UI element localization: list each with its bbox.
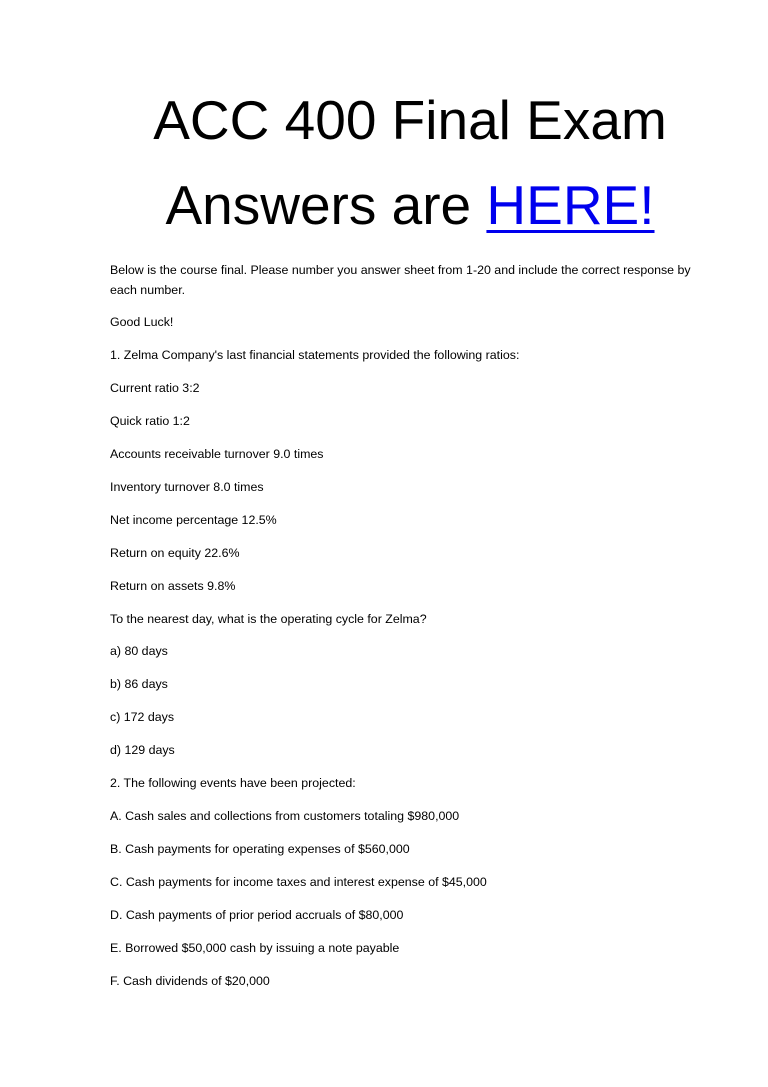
title-line-1: ACC 400 Final Exam (153, 89, 667, 151)
question-1-fact: Inventory turnover 8.0 times (110, 480, 264, 494)
question-1-option-b: b) 86 days (110, 677, 168, 691)
question-1-fact: Return on assets 9.8% (110, 579, 236, 593)
question-2-fact: E. Borrowed $50,000 cash by issuing a note payable (110, 941, 400, 955)
question-1-fact: Current ratio 3:2 (110, 381, 200, 395)
question-2-prompt: 2. The following events have been projected: (110, 776, 356, 790)
good-luck-text: Good Luck! (110, 315, 174, 329)
question-1-fact: Return on equity 22.6% (110, 546, 240, 560)
question-1-prompt: 1. Zelma Company's last financial statements provided the following ratios: (110, 348, 520, 362)
question-2-fact: D. Cash payments of prior period accruals of $80,000 (110, 908, 404, 922)
question-2-fact: C. Cash payments for income taxes and interest expense of $45,000 (110, 875, 487, 889)
instructions-paragraph: Below is the course final. Please number you answer sheet from 1-20 and include the correct response by each number. (110, 263, 691, 297)
question-1-question: To the nearest day, what is the operating cycle for Zelma? (110, 612, 427, 626)
question-2-fact: A. Cash sales and collections from customers totaling $980,000 (110, 809, 460, 823)
page-title (0, 90, 768, 150)
question-1-option-a: a) 80 days (110, 644, 168, 658)
page-title-line-2 (0, 175, 768, 235)
question-2-fact: B. Cash payments for operating expenses of $560,000 (110, 842, 410, 856)
question-2-fact: F. Cash dividends of $20,000 (110, 974, 270, 988)
question-1-fact: Quick ratio 1:2 (110, 414, 190, 428)
answers-here-link[interactable]: HERE! (486, 174, 655, 236)
question-1-fact: Accounts receivable turnover 9.0 times (110, 447, 324, 461)
title-line-2-prefix: Answers are (165, 174, 487, 236)
question-1-fact: Net income percentage 12.5% (110, 513, 277, 527)
question-1-option-d: d) 129 days (110, 743, 175, 757)
question-1-option-c: c) 172 days (110, 710, 175, 724)
